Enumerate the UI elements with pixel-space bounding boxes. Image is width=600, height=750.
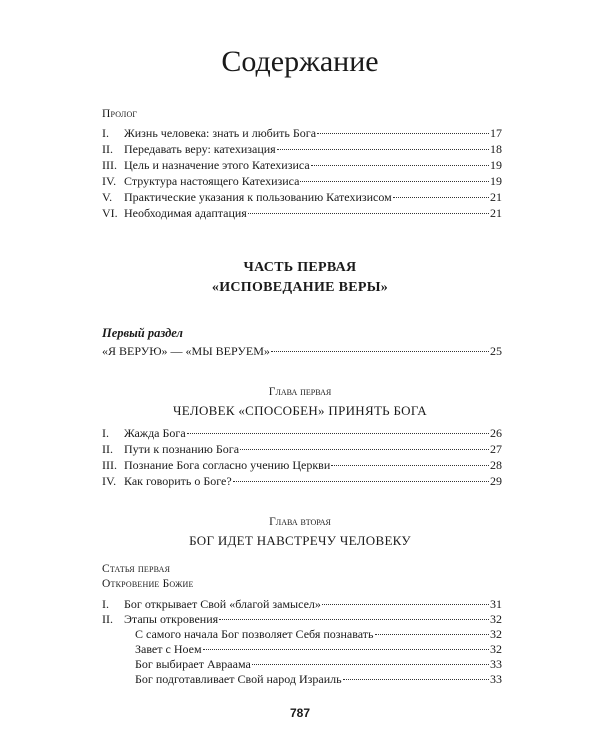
toc-entry[interactable] (102, 173, 502, 189)
chapter-title: ЧЕЛОВЕК «СПОСОБЕН» ПРИНЯТЬ БОГА (173, 403, 427, 418)
entry-number: I. (102, 597, 109, 611)
entry-number: II. (102, 442, 113, 456)
entry-title: Бог подготавливает Свой народ Израиль (135, 672, 342, 686)
entry-number: IV. (102, 174, 117, 188)
entry-title: Бог открывает Свой «благой замысел» (124, 597, 321, 611)
entry-title: Необходимая адаптация (124, 206, 247, 220)
page-title: Содержание (221, 45, 379, 78)
leader-dots (331, 465, 489, 466)
part-heading-line1: ЧАСТЬ ПЕРВАЯ (243, 260, 357, 275)
toc-entry[interactable] (102, 157, 502, 173)
article-title: Откровение Божие (102, 578, 194, 590)
entry-page-number: 19 (490, 174, 502, 188)
toc-entry[interactable] (102, 611, 502, 627)
entry-title: С самого начала Бог позволяет Себя познавать (135, 627, 374, 641)
entry-page-number: 32 (490, 612, 502, 626)
entry-page-number: 33 (490, 672, 502, 686)
leader-dots (322, 604, 489, 605)
part-heading-line2: «ИСПОВЕДАНИЕ ВЕРЫ» (211, 280, 389, 295)
entry-number: I. (102, 126, 109, 140)
entry-title: Познание Бога согласно учению Церкви (124, 458, 331, 472)
toc-subentry[interactable] (135, 641, 502, 657)
entry-number: III. (102, 458, 117, 472)
leader-dots (233, 481, 489, 482)
toc-subentry[interactable] (135, 656, 502, 672)
toc-entry[interactable] (102, 596, 502, 612)
toc-subentry[interactable] (135, 671, 502, 687)
leader-dots (248, 213, 489, 214)
entry-page-number: 25 (490, 344, 502, 358)
entry-title: Пути к познанию Бога (124, 442, 240, 456)
entry-title: Завет с Ноем (135, 642, 202, 656)
entry-title: Этапы откровения (124, 612, 219, 626)
entry-page-number: 18 (490, 142, 502, 156)
entry-page-number: 29 (490, 474, 502, 488)
chapter-title: БОГ ИДЕТ НАВСТРЕЧУ ЧЕЛОВЕКУ (189, 533, 411, 548)
toc-subentry[interactable] (135, 626, 502, 642)
entry-page-number: 17 (490, 126, 502, 140)
toc-entry[interactable] (102, 457, 502, 473)
toc-entry[interactable] (102, 473, 502, 489)
leader-dots (187, 433, 489, 434)
toc-entry[interactable] (102, 125, 502, 141)
toc-entry[interactable] (102, 189, 502, 205)
toc-entry[interactable] (102, 425, 502, 441)
prologue-label: Пролог (102, 108, 138, 120)
toc-entry[interactable] (102, 441, 502, 457)
entry-title: Практические указания к пользованию Катехизисом (124, 190, 392, 204)
entry-page-number: 28 (490, 458, 502, 472)
entry-page-number: 26 (490, 426, 502, 440)
entry-number: V. (102, 190, 113, 204)
leader-dots (277, 149, 489, 150)
entry-title: Структура настоящего Катехизиса (124, 174, 300, 188)
leader-dots (375, 634, 490, 635)
entry-page-number: 21 (490, 190, 502, 204)
leader-dots (317, 133, 489, 134)
toc-entry[interactable] (102, 141, 502, 157)
entry-number: IV. (102, 474, 117, 488)
entry-page-number: 21 (490, 206, 502, 220)
entry-number: II. (102, 142, 113, 156)
entry-page-number: 31 (490, 597, 502, 611)
article-label: Статья первая (102, 563, 171, 575)
leader-dots (300, 181, 489, 182)
leader-dots (219, 619, 489, 620)
section-label: Первый раздел (102, 326, 183, 340)
leader-dots (343, 679, 489, 680)
entry-page-number: 32 (490, 627, 502, 641)
entry-title: Передавать веру: катехизация (124, 142, 276, 156)
entry-number: VI. (102, 206, 118, 220)
leader-dots (311, 165, 489, 166)
leader-dots (393, 197, 489, 198)
chapter-label: Глава вторая (269, 516, 331, 528)
toc-entry[interactable] (102, 205, 502, 221)
leader-dots (203, 649, 489, 650)
entry-title: «Я ВЕРУЮ» — «МЫ ВЕРУЕМ» (102, 344, 270, 358)
entry-title: Цель и назначение этого Катехизиса (124, 158, 310, 172)
leader-dots (240, 449, 489, 450)
entry-number: I. (102, 426, 109, 440)
entry-title: Жажда Бога (124, 426, 186, 440)
entry-page-number: 33 (490, 657, 502, 671)
entry-number: II. (102, 612, 113, 626)
entry-page-number: 32 (490, 642, 502, 656)
entry-page-number: 27 (490, 442, 502, 456)
toc-entry[interactable] (102, 343, 502, 359)
chapter-label: Глава первая (268, 386, 332, 398)
page-number: 787 (289, 706, 311, 720)
entry-page-number: 19 (490, 158, 502, 172)
entry-title: Как говорить о Боге? (124, 474, 232, 488)
entry-title: Бог выбирает Авраама (135, 657, 251, 671)
leader-dots (271, 351, 489, 352)
entry-number: III. (102, 158, 117, 172)
leader-dots (252, 664, 489, 665)
entry-title: Жизнь человека: знать и любить Бога (124, 126, 317, 140)
